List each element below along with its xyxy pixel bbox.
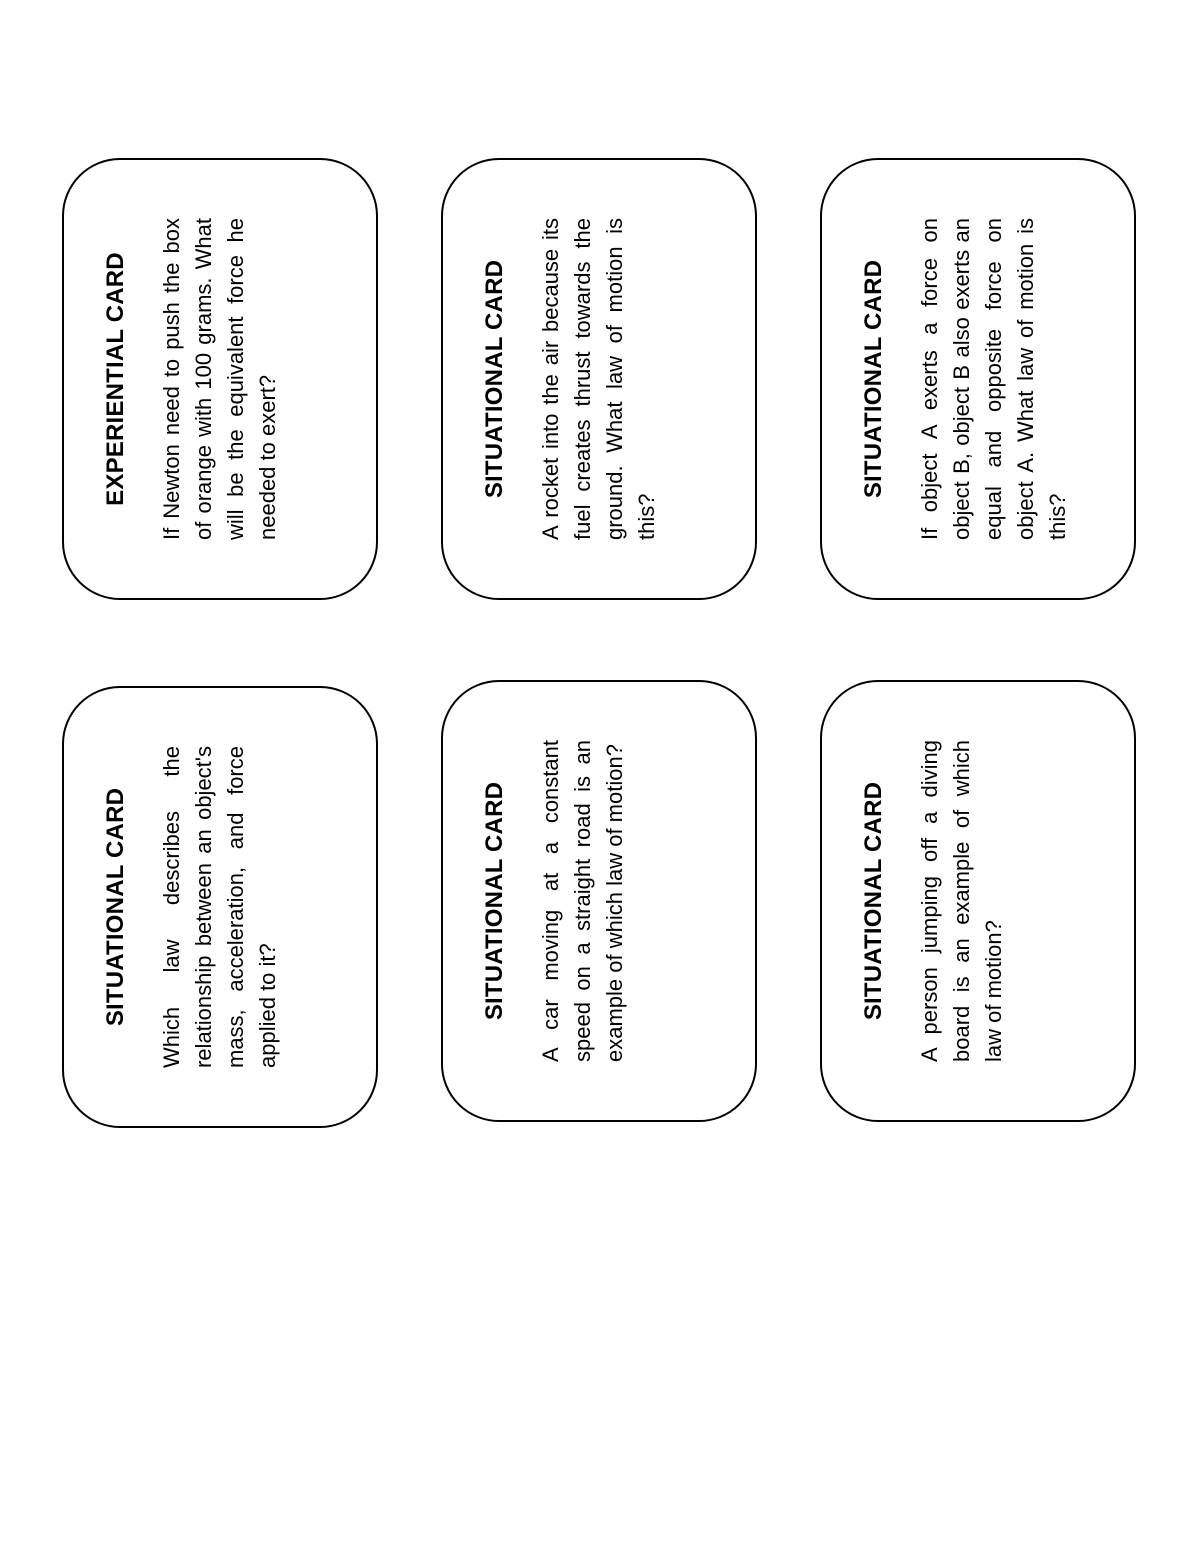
card-question: If object A exerts a force on object B, object B also exerts an equal and opposite force on object A. What law of motion is this? — [917, 218, 1070, 540]
card-title: SITUATIONAL CARD — [860, 781, 887, 1021]
situational-card — [62, 686, 378, 1128]
card-question: Which law describes the relationship between an object's mass, acceleration, and force applied to it? — [159, 746, 280, 1068]
card-content — [441, 158, 757, 600]
card-content — [820, 680, 1136, 1122]
card-question: A car moving at a constant speed on a straight road is an example of which law of motion? — [538, 740, 627, 1062]
card-title: SITUATIONAL CARD — [102, 787, 129, 1027]
situational-card — [441, 680, 757, 1122]
card-title: SITUATIONAL CARD — [481, 781, 508, 1021]
card-content — [441, 680, 757, 1122]
card-content — [820, 158, 1136, 600]
card-title: SITUATIONAL CARD — [860, 259, 887, 499]
card-content — [62, 158, 378, 600]
experiential-card — [62, 158, 378, 600]
card-question: If Newton need to push the box of orange with 100 grams. What will be the equivalent force he needed to exert? — [159, 218, 280, 540]
card-question: A rocket into the air because its fuel creates thrust towards the ground. What law of motion is this? — [538, 218, 659, 540]
situational-card — [441, 158, 757, 600]
situational-card — [820, 158, 1136, 600]
card-content — [62, 686, 378, 1128]
card-question: A person jumping off a diving board is an example of which law of motion? — [917, 740, 1006, 1062]
situational-card — [820, 680, 1136, 1122]
card-title: EXPERIENTIAL CARD — [102, 252, 129, 506]
card-title: SITUATIONAL CARD — [481, 259, 508, 499]
